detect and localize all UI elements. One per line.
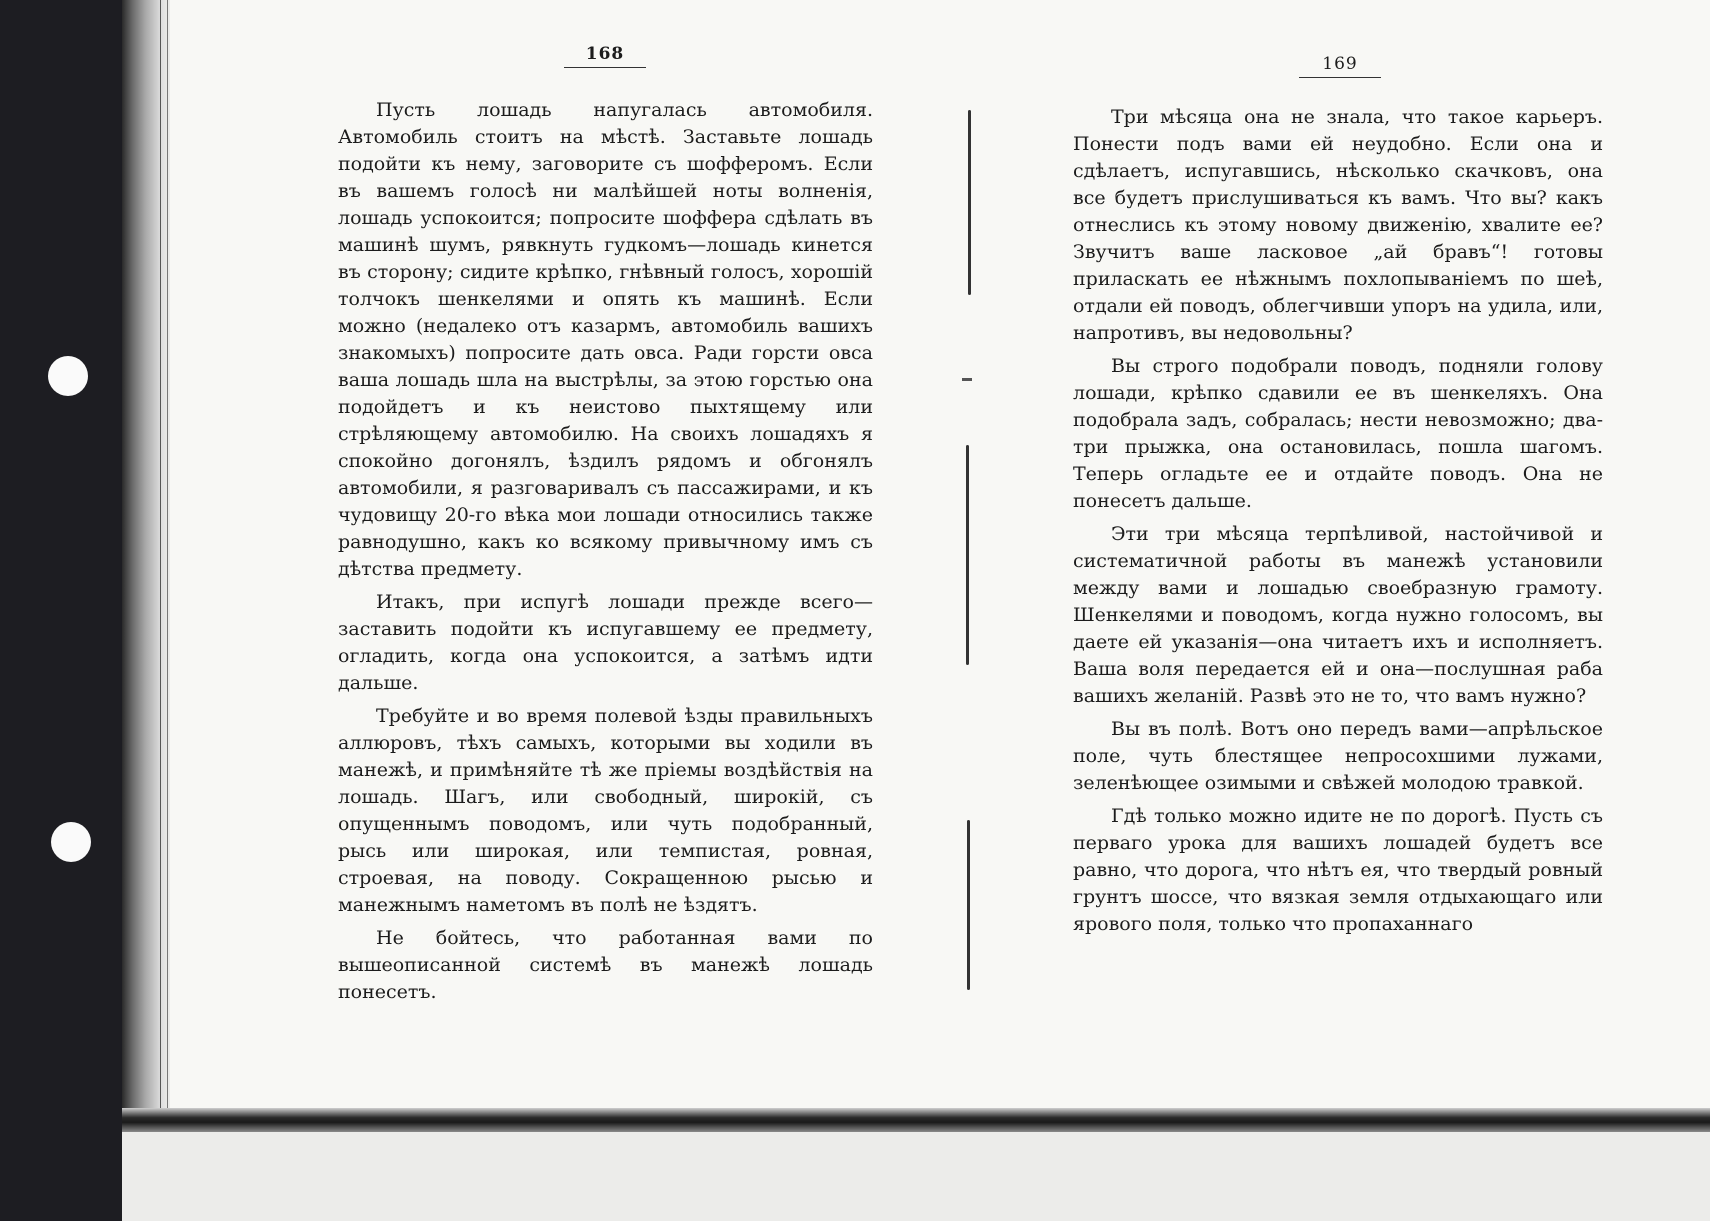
page-number-left: 168 bbox=[560, 44, 650, 68]
page-edges bbox=[160, 0, 168, 1112]
right-page-text bbox=[1073, 104, 1603, 944]
paragraph: Эти три мѣсяца терпѣливой, настойчивой и систематичной работы въ манежѣ установили между вами и лошадью своебразную грамоту. Шенкелями и поводомъ, когда нужно голосомъ, вы даете ей указанія—она читаетъ ихъ и исполняетъ. Ваша воля передается ей и она—послушная раба вашихъ желаній. Развѣ это не то, что вамъ нужно? bbox=[1073, 523, 1603, 707]
paragraph: Итакъ, при испугѣ лошади прежде всего—заставить подойти къ испугавшему ее предмету, огладить, когда она успокоится, а затѣмъ идти дальше. bbox=[338, 591, 873, 694]
binder-hole bbox=[48, 356, 88, 396]
scan-bottom-edge bbox=[122, 1108, 1710, 1132]
paragraph: Вы строго подобрали поводъ, подняли голову лошади, крѣпко сдавили ее въ шенкеляхъ. Она подобрала задъ, собралась; нести невозможно; двa-три прыжка, она остановилась, пошла шагомъ. Теперь огладьте ее и отдайте поводъ. Она не понесетъ дальше. bbox=[1073, 355, 1603, 512]
scanner-bed bbox=[122, 1132, 1710, 1221]
paragraph: Пусть лошадь напугалась автомобиля. Автомобиль стоитъ на мѣстѣ. Заставьте лошадь подойти къ нему, заговорите съ шофферомъ. Если въ вашемъ голосѣ ни малѣйшей ноты волненія, лошадь успокоится; попросите шоффера сдѣлать въ машинѣ шумъ, рявкнуть гудкомъ—лошадь кинется въ сторону; сидите крѣпко, гнѣвный голосъ, хорошій толчокъ шенкелями и опять къ машинѣ. Если можно (недалеко отъ казармъ, автомобиль вашихъ знакомыхъ) попросите дать овса. Ради горсти овса ваша лошадь шла на выстрѣлы, за этою горстью она подойдетъ и къ неистово пыхтящему или стрѣляющему автомобилю. На своихъ лошадяхъ я спокойно догонялъ, ѣздилъ рядомъ и обгонялъ автомобили, я разговаривалъ съ пассажирами, и къ чудовищу 20-го вѣка мои лошади относились также равнодушно, какъ ко всякому привычному имъ съ дѣтства предмету. bbox=[338, 99, 873, 580]
scan-dark-edge bbox=[0, 0, 122, 1221]
left-page-text bbox=[338, 97, 873, 1012]
gutter-mark bbox=[962, 378, 972, 381]
gutter-stitching bbox=[968, 110, 971, 295]
paragraph: Три мѣсяца она не знала, что такое карьеръ. Понести подъ вами ей неудобно. Если она и сдѣлаетъ, испугавшись, нѣсколько скачковъ, она все будетъ прислушиваться къ вамъ. Что вы? какъ отнеслись къ этому новому движенію, хвалите ее? Звучитъ ваше ласковое „ай бравъ“! готовы приласкать ее нѣжнымъ похлопываніемъ по шеѣ, отдали ей поводъ, облегчивши упоръ на удила, или, напротивъ, вы недовольны? bbox=[1073, 106, 1603, 344]
binder-hole bbox=[51, 822, 91, 862]
page-number-right: 169 bbox=[1295, 54, 1385, 78]
paragraph: Не бойтесь, что работанная вами по вышеописанной системѣ въ манежѣ лошадь понесетъ. bbox=[338, 927, 873, 1003]
paragraph: Гдѣ только можно идите не по дорогѣ. Пусть съ перваго урока для вашихъ лошадей будетъ все равно, что дорога, что нѣтъ ея, что твердый ровный грунтъ шоссе, что вязкая земля отдыхающаго или ярового поля, только что пропаханнаго bbox=[1073, 805, 1603, 935]
gutter-stitching bbox=[966, 445, 969, 665]
gutter-stitching bbox=[967, 820, 970, 990]
paragraph: Требуйте и во время полевой ѣзды правильныхъ аллюровъ, тѣхъ самыхъ, которыми вы ходили въ манежѣ, и примѣняйте тѣ же пріемы воздѣйствія на лошадь. Шагъ, или свободный, широкій, съ опущеннымъ поводомъ, или чуть подобранный, рысь или широкая, или темпистая, ровная, строевая, на поводу. Сокращенною рысью и манежнымъ наметомъ въ полѣ не ѣздятъ. bbox=[338, 705, 873, 916]
paragraph: Вы въ полѣ. Вотъ оно передъ вами—апрѣльское поле, чуть блестящее непросохшими лужами, зеленѣющее озимыми и свѣжей молодою травкой. bbox=[1073, 718, 1603, 794]
